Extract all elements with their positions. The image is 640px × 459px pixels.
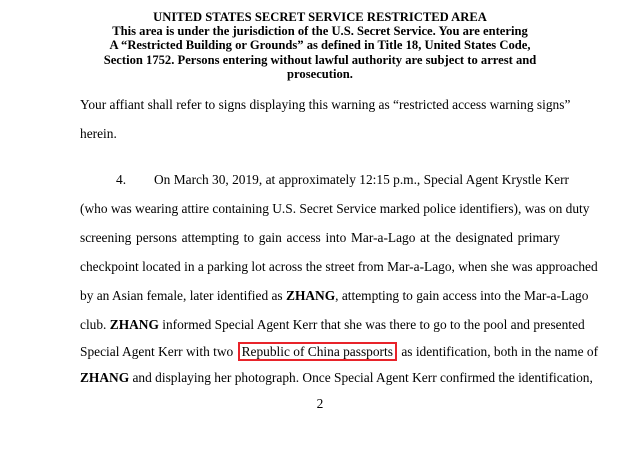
text-segment: , attempting to gain access into the Mar-a-Lago: [335, 288, 589, 303]
notice-line: A “Restricted Building or Grounds” as defined in Title 18, United States Code,: [109, 38, 531, 53]
text-segment: as identification, both in the name of: [401, 344, 599, 359]
text-segment: club.: [80, 317, 107, 332]
paragraph-4-line-3: screening persons attempting to gain access into Mar-a-Lago at the designated primary: [80, 230, 560, 245]
text-segment: informed Special Agent Kerr that she was there to go to the pool and presented: [162, 317, 585, 332]
notice-line: Section 1752. Persons entering without lawful authority are subject to arrest and: [103, 52, 537, 67]
paragraph-text: On March 30, 2019, at approximately 12:15 p.m., Special Agent Krystle Kerr: [154, 172, 570, 187]
paragraph-4-line-7: [80, 344, 599, 360]
highlighted-phrase: Republic of China passports: [238, 342, 397, 361]
paragraph-4-line-2: (who was wearing attire containing U.S. Secret Service marked police identifiers), was on duty: [80, 201, 590, 216]
paragraph-4-line-5: [80, 288, 589, 304]
text-segment: Special Agent Kerr with two: [80, 344, 234, 359]
notice-line: prosecution.: [287, 66, 353, 81]
defendant-name: ZHANG: [286, 288, 336, 303]
defendant-name: ZHANG: [109, 317, 159, 332]
text-segment: and displaying her photograph. Once Special Agent Kerr confirmed the identification,: [132, 370, 593, 385]
defendant-name: ZHANG: [80, 370, 130, 385]
notice-line: This area is under the jurisdiction of the U.S. Secret Service. You are entering: [112, 24, 528, 39]
text-segment: by an Asian female, later identified as: [80, 288, 283, 303]
paragraph-4-line-4: checkpoint located in a parking lot across the street from Mar-a-Lago, when she was approached: [80, 259, 598, 274]
notice-heading: UNITED STATES SECRET SERVICE RESTRICTED AREA: [153, 10, 487, 24]
paragraph-4-line-8: [80, 370, 593, 386]
paragraph-number: 4.: [116, 172, 127, 187]
page-number: 2: [316, 396, 324, 411]
paragraph-4-line-1: [116, 172, 570, 188]
restricted-area-notice: [80, 10, 560, 81]
intro-line: herein.: [80, 126, 117, 141]
intro-line: Your affiant shall refer to signs displaying this warning as “restricted access warning signs”: [80, 97, 571, 112]
paragraph-4-line-6: [80, 317, 585, 333]
